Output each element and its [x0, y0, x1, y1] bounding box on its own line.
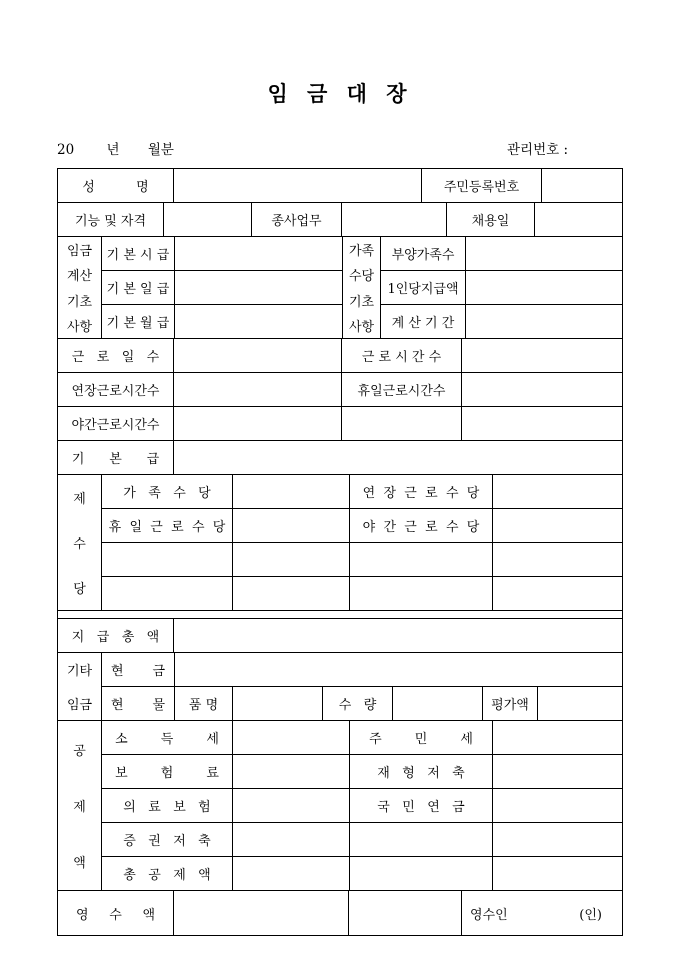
- night-allowance-value-cell: [492, 509, 622, 542]
- job-value-cell: [341, 203, 446, 236]
- vlabel-line: 기타: [66, 664, 93, 680]
- wage-basis-vertical-label: [58, 237, 101, 338]
- other-wage-stack: [101, 653, 622, 720]
- blank-deduction-value-cell: [492, 823, 622, 856]
- workdays-label: 근 로 일 수: [71, 350, 160, 365]
- row-daily: [102, 270, 342, 304]
- blank-deduction-label: [349, 823, 492, 856]
- blank-allowance-value-cell: [232, 577, 349, 610]
- daily-label: 기 본 일 급: [106, 282, 170, 297]
- empty-value-cell: [461, 407, 622, 440]
- other-wage-vertical-label: [58, 653, 101, 720]
- rrn-value-cell: [541, 169, 622, 202]
- vlabel-line: 수: [73, 537, 86, 552]
- deduction-row: [102, 754, 622, 788]
- allowances-stack: [101, 475, 622, 610]
- calc-period-value-cell: [465, 305, 622, 338]
- vlabel-line: 계산: [66, 269, 93, 285]
- row-name: [58, 169, 622, 202]
- appraisal-label: 평가액: [482, 687, 537, 720]
- receipt-amount-label: 영 수 액: [76, 907, 155, 923]
- appraisal-value-cell: [537, 687, 622, 720]
- holiday-allowance-label: 휴 일 근 로 수 당: [108, 520, 226, 535]
- row-workdays: [58, 338, 622, 372]
- income-tax-value-cell: [232, 721, 349, 754]
- total-deduction-value-cell: [232, 857, 349, 890]
- month-label: 월분: [147, 142, 174, 158]
- vlabel-line: 임금: [66, 697, 93, 713]
- row-night-hours: [58, 406, 622, 440]
- deduction-row: [102, 721, 622, 754]
- row-overtime: [58, 372, 622, 406]
- per-person-value-cell: [465, 271, 622, 304]
- national-pension-value-cell: [492, 789, 622, 822]
- overtime-allowance-value-cell: [492, 475, 622, 508]
- section-gap: [58, 610, 622, 618]
- allowance-row: [102, 576, 622, 610]
- row-total-payment: [58, 618, 622, 652]
- holiday-hours-label: 휴일근로시간수: [341, 373, 461, 406]
- family-allowance-label: 가 족 수 당: [123, 486, 211, 501]
- row-dependents: [381, 237, 622, 270]
- deductions-stack: [101, 721, 622, 890]
- vlabel-line: 공: [73, 743, 86, 759]
- other-wage-section: [58, 652, 622, 720]
- dependents-value-cell: [465, 237, 622, 270]
- insurance-value-cell: [232, 755, 349, 788]
- savings-value-cell: [492, 755, 622, 788]
- holiday-hours-value-cell: [461, 373, 622, 406]
- vlabel-line: 사항: [348, 319, 375, 335]
- blank-allowance-value-cell: [492, 543, 622, 576]
- medical-insurance-value-cell: [232, 789, 349, 822]
- manage-no-label: 관리번호 :: [506, 142, 568, 158]
- vlabel-line: 당: [73, 582, 86, 597]
- blank-allowance-label: [349, 577, 492, 610]
- allowances-section: [58, 474, 622, 610]
- vlabel-line: 기초: [66, 294, 93, 310]
- row-basepay: [58, 440, 622, 474]
- vlabel-line: 기초: [348, 294, 375, 310]
- name-label: 성 명: [82, 180, 149, 195]
- row-receipt: [58, 890, 622, 935]
- row-inkind: [102, 686, 622, 720]
- hourly-value-cell: [174, 237, 342, 270]
- wage-table: [57, 168, 623, 936]
- family-basis-vertical-label: [342, 237, 380, 338]
- income-tax-label: 소 득 세: [115, 732, 219, 747]
- item-value-cell: [232, 687, 322, 720]
- name-value-cell: [173, 169, 421, 202]
- overtime-allowance-label: 연 장 근 로 수 당: [349, 475, 492, 508]
- page-title: 임 금 대 장: [267, 81, 413, 106]
- cash-value-cell: [174, 653, 622, 686]
- vlabel-line: 수당: [348, 269, 375, 285]
- deductions-vertical-label: [58, 721, 101, 890]
- calc-period-label: 계 산 기 간: [391, 316, 455, 331]
- recipient-cell: [461, 891, 622, 935]
- daily-value-cell: [174, 271, 342, 304]
- deduction-row: [102, 788, 622, 822]
- deduction-row: [102, 822, 622, 856]
- family-allowance-value-cell: [232, 475, 349, 508]
- wage-basis-left-stack: [101, 237, 342, 338]
- allowances-vertical-label: [58, 475, 101, 610]
- row-hourly: [102, 237, 342, 270]
- row-per-person: [381, 270, 622, 304]
- workdays-value-cell: [173, 339, 341, 372]
- deduction-row: [102, 856, 622, 890]
- hire-label: 채용일: [446, 203, 534, 236]
- row-monthly: [102, 304, 342, 338]
- total-payment-label: 지 급 총 액: [71, 630, 160, 645]
- hourly-label: 기 본 시 급: [106, 248, 170, 263]
- holiday-allowance-value-cell: [232, 509, 349, 542]
- workhours-value-cell: [461, 339, 622, 372]
- year-prefix: 20: [57, 142, 75, 158]
- total-deduction-label: 총 공 제 액: [123, 868, 211, 883]
- resident-tax-label: 주 민 세: [349, 721, 492, 754]
- per-person-label: 1인당지급액: [387, 282, 459, 297]
- workhours-label: 근 로 시 간 수: [341, 339, 461, 372]
- insurance-label: 보 험 료: [115, 766, 219, 781]
- skill-value-cell: [163, 203, 251, 236]
- job-label: 종사업무: [251, 203, 341, 236]
- overtime-hours-value-cell: [173, 373, 341, 406]
- securities-savings-label: 증 권 저 축: [123, 834, 211, 849]
- skill-label: 기능 및 자격: [74, 214, 147, 229]
- meta-row: [57, 138, 623, 158]
- vlabel-line: 임금: [66, 244, 93, 260]
- monthly-value-cell: [174, 305, 342, 338]
- row-skill: [58, 202, 622, 236]
- savings-label: 재 형 저 축: [349, 755, 492, 788]
- basepay-value-cell: [173, 441, 622, 474]
- deductions-section: [58, 720, 622, 890]
- dependents-label: 부양가족수: [391, 248, 455, 263]
- rrn-label: 주민등록번호: [421, 169, 541, 202]
- inkind-label: 현 물: [110, 698, 166, 713]
- item-label: 품 명: [174, 687, 232, 720]
- empty-label-cell: [341, 407, 461, 440]
- blank-allowance-value-cell: [492, 577, 622, 610]
- wage-basis-section: [58, 236, 622, 338]
- year-label: 년: [106, 142, 120, 158]
- allowance-row: [102, 542, 622, 576]
- vlabel-line: 제: [73, 492, 86, 507]
- wage-basis-right-stack: [380, 237, 622, 338]
- row-calc-period: [381, 304, 622, 338]
- blank-allowance-value-cell: [232, 543, 349, 576]
- resident-tax-value-cell: [492, 721, 622, 754]
- hire-value-cell: [534, 203, 622, 236]
- seal-placeholder: (인): [579, 907, 602, 923]
- row-cash: [102, 653, 622, 686]
- recipient-label: 영수인: [470, 907, 508, 923]
- night-hours-label: 야간근로시간수: [71, 418, 160, 433]
- qty-value-cell: [392, 687, 482, 720]
- allowance-row: [102, 508, 622, 542]
- receipt-amount-value-cell: [173, 891, 348, 935]
- basepay-label: 기 본 급: [71, 452, 160, 467]
- vlabel-line: 액: [73, 856, 86, 872]
- blank-deduction-value-cell: [492, 857, 622, 890]
- period-line: [57, 138, 174, 158]
- night-allowance-label: 야 간 근 로 수 당: [349, 509, 492, 542]
- securities-savings-value-cell: [232, 823, 349, 856]
- total-payment-value-cell: [173, 619, 622, 652]
- receipt-extra-cell: [348, 891, 461, 935]
- blank-allowance-label: [102, 543, 232, 576]
- allowance-row: [102, 475, 622, 508]
- overtime-hours-label: 연장근로시간수: [71, 384, 160, 399]
- blank-allowance-label: [102, 577, 232, 610]
- cash-label: 현 금: [110, 664, 166, 679]
- monthly-label: 기 본 월 급: [106, 316, 170, 331]
- blank-deduction-label: [349, 857, 492, 890]
- vlabel-line: 사항: [66, 319, 93, 335]
- night-hours-value-cell: [173, 407, 341, 440]
- blank-allowance-label: [349, 543, 492, 576]
- medical-insurance-label: 의 료 보 험: [123, 800, 211, 815]
- vlabel-line: 가족: [348, 244, 375, 260]
- national-pension-label: 국 민 연 금: [349, 789, 492, 822]
- qty-label: 수 량: [322, 687, 392, 720]
- vlabel-line: 제: [73, 799, 86, 815]
